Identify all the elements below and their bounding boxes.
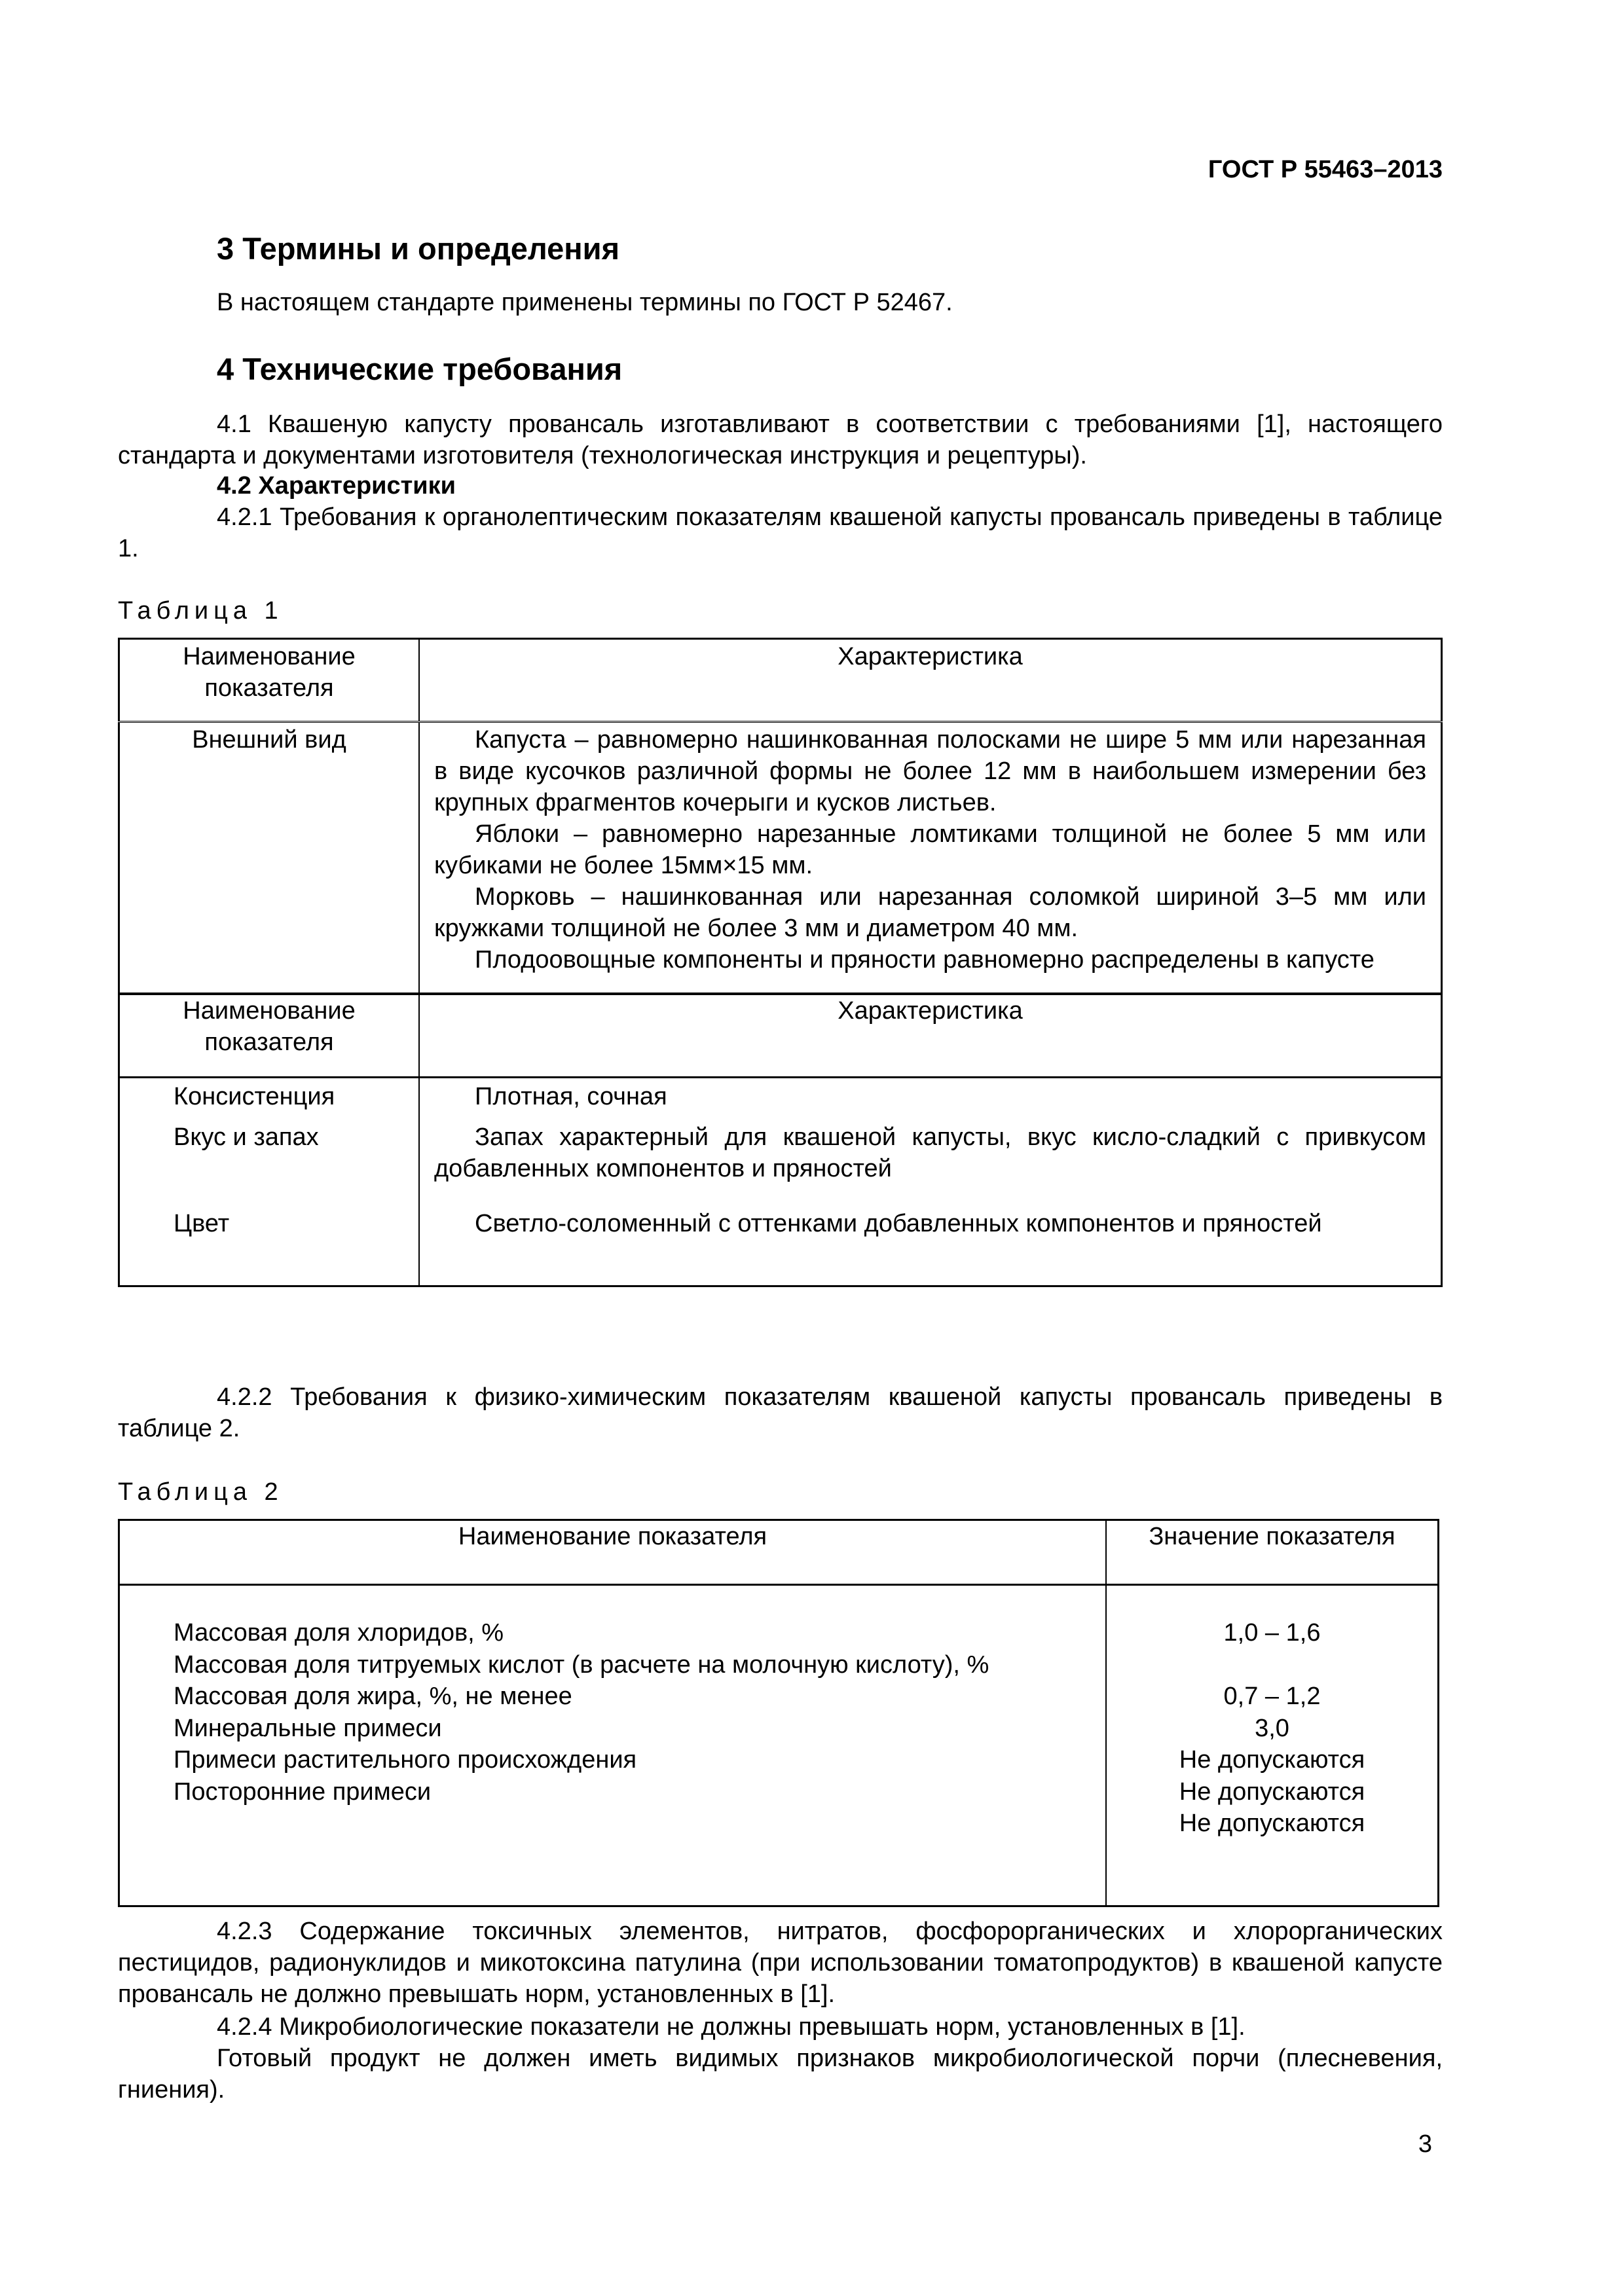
text-line: [434, 724, 1426, 818]
indicator-name: Минеральные примеси: [174, 1714, 442, 1742]
table-header-row-repeat: [119, 994, 1442, 1078]
table-2: [118, 1519, 1439, 1907]
row-value: [419, 1208, 1442, 1286]
text: Яблоки – равномерно нарезанные ломтиками толщиной не более 5 мм или кубиками не более 15мм×15 мм.: [434, 820, 1426, 879]
text: Светло-соломенный с оттенками добавленных компонентов и пряностей: [475, 1210, 1322, 1237]
table-row: [119, 1208, 1442, 1286]
indicator-value: [1107, 1649, 1437, 1681]
table-2-caption: Таблица 2: [118, 1478, 284, 1506]
row-value: [419, 1078, 1442, 1122]
row-value: [419, 722, 1442, 994]
indicator-value: 3,0: [1255, 1714, 1289, 1742]
row-name: Вкус и запах: [119, 1121, 420, 1208]
header-cell: Наименование показателя: [119, 639, 420, 722]
paragraph-4-2-2: [118, 1381, 1443, 1444]
document-id: ГОСТ Р 55463–2013: [1208, 156, 1443, 183]
table-row: [119, 1121, 1442, 1208]
section-3-heading: 3 Термины и определения: [217, 231, 619, 266]
header-cell: Значение показателя: [1106, 1520, 1439, 1585]
text-line: [434, 818, 1426, 881]
text: 4.2 Характеристики: [217, 472, 456, 500]
table-row: [119, 722, 1442, 994]
text-line: [434, 881, 1426, 944]
text: 4.2.2 Требования к физико-химическим показателям квашеной капусты провансаль приведены в таблице 2.: [118, 1383, 1443, 1442]
indicator-value: 1,0 – 1,6: [1223, 1619, 1321, 1647]
indicator-name: Массовая доля хлоридов, %: [174, 1619, 504, 1647]
paragraph-4-2-3: [118, 1916, 1443, 2010]
header-cell: Характеристика: [419, 994, 1442, 1078]
text: 4.2.3 Содержание токсичных элементов, нитратов, фосфорорганических и хлорорганических пестицидов, радионуклидов и микотоксина патулина (при использовании томатопродуктов) в квашеной капусте провансаль не должно превышать норм, установленных в [1].: [118, 1918, 1443, 2008]
row-name: Цвет: [119, 1208, 420, 1286]
indicator-value: Не допускаются: [1179, 1746, 1365, 1774]
paragraph-4-2-4: [118, 2011, 1443, 2043]
text: Капуста – равномерно нашинкованная полосками не шире 5 мм или нарезанная в виде кусочков различной формы не более 12 мм в наибольшем измерении без крупных фрагментов кочерыги и кусков листьев.: [434, 726, 1426, 816]
table-row: [119, 1078, 1442, 1122]
table-1: [118, 638, 1443, 1287]
indicator-value: Не допускаются: [1179, 1810, 1365, 1837]
text: 4.2.1 Требования к органолептическим показателям квашеной капусты провансаль приведены в таблице 1.: [118, 503, 1443, 562]
header-cell: Наименование показателя: [119, 994, 420, 1078]
indicator-name: Примеси растительного происхождения: [174, 1746, 637, 1774]
row-name: Консистенция: [119, 1078, 420, 1122]
table-header-row: [119, 1520, 1439, 1585]
paragraph-4-2-4-continued: [118, 2043, 1443, 2105]
paragraph-4-1: [118, 409, 1443, 471]
text: 4.1 Квашеную капусту провансаль изготавливают в соответствии с требованиями [1], настоящего стандарта и документами изготовителя (технологическая инструкция и рецептуры).: [118, 410, 1443, 469]
section-3-text: [118, 287, 1443, 318]
table-1-caption: Таблица 1: [118, 597, 284, 625]
text: Плотная, сочная: [475, 1083, 667, 1110]
indicator-name: Посторонние примеси: [174, 1777, 432, 1806]
values-cell: [1106, 1585, 1439, 1906]
indicator-value: Не допускаются: [1179, 1777, 1365, 1806]
section-4-heading: 4 Технические требования: [217, 352, 623, 386]
table-header-row: [119, 639, 1442, 722]
header-cell: Характеристика: [419, 639, 1442, 722]
indicator-value: 0,7 – 1,2: [1223, 1683, 1321, 1710]
paragraph-4-2: [118, 470, 1443, 501]
table-body-row: [119, 1585, 1439, 1906]
text: 4.2.4 Микробиологические показатели не должны превышать норм, установленных в [1].: [217, 2013, 1246, 2041]
indicator-name: Массовая доля титруемых кислот (в расчете на молочную кислоту), %: [174, 1650, 989, 1679]
text: Готовый продукт не должен иметь видимых признаков микробиологической порчи (плесневения, гниения).: [118, 2045, 1443, 2104]
row-name: Внешний вид: [119, 722, 420, 994]
text: Запах характерный для квашеной капусты, вкус кисло-сладкий с привкусом добавленных компонентов и пряностей: [434, 1123, 1426, 1182]
page-number: 3: [1418, 2130, 1432, 2158]
names-cell: [119, 1585, 1107, 1906]
indicator-name: Массовая доля жира, %, не менее: [174, 1683, 572, 1710]
header-cell: Наименование показателя: [119, 1520, 1107, 1585]
row-value: [419, 1121, 1442, 1208]
text: В настоящем стандарте применены термины по ГОСТ Р 52467.: [217, 289, 953, 316]
text-line: [434, 944, 1426, 975]
text: Морковь – нашинкованная или нарезанная соломкой шириной 3–5 мм или кружками толщиной не более 3 мм и диаметром 40 мм.: [434, 883, 1426, 942]
paragraph-4-2-1: [118, 501, 1443, 564]
text: Плодоовощные компоненты и пряности равномерно распределены в капусте: [475, 946, 1375, 974]
